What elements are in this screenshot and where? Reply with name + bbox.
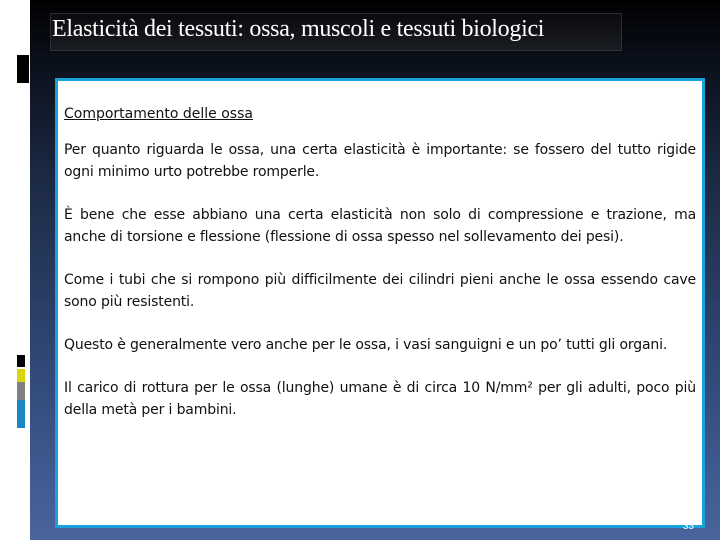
section-heading: Comportamento delle ossa [64,106,253,122]
paragraph: È bene che esse abbiano una certa elasticità non solo di compressione e trazione, ma anche di torsione e flessione (flessione di ossa spesso nel sollevamento dei pesi). [64,207,696,245]
accent-bar-dark [17,355,25,367]
paragraph: Il carico di rottura per le ossa (lunghe) umane è di circa 10 N/mm² per gli adulti, poco più della metà per i bambini. [64,380,696,418]
content-box [55,78,705,528]
page-number: 33 [682,521,694,532]
accent-bar-blue [17,400,25,428]
slide-title: Elasticità dei tessuti: ossa, muscoli e tessuti biologici [52,16,545,42]
accent-bar-gray [17,382,25,400]
paragraph: Questo è generalmente vero anche per le ossa, i vasi sanguigni e un po’ tutti gli organi. [64,337,668,353]
accent-bar-yellow [17,369,25,382]
paragraph: Per quanto riguarda le ossa, una certa elasticità è importante: se fossero del tutto rigide ogni minimo urto potrebbe romperle. [64,142,696,180]
paragraph: Come i tubi che si rompono più difficilmente dei cilindri pieni anche le ossa essendo cave sono più resistenti. [64,272,696,310]
accent-bar-black [17,55,29,83]
